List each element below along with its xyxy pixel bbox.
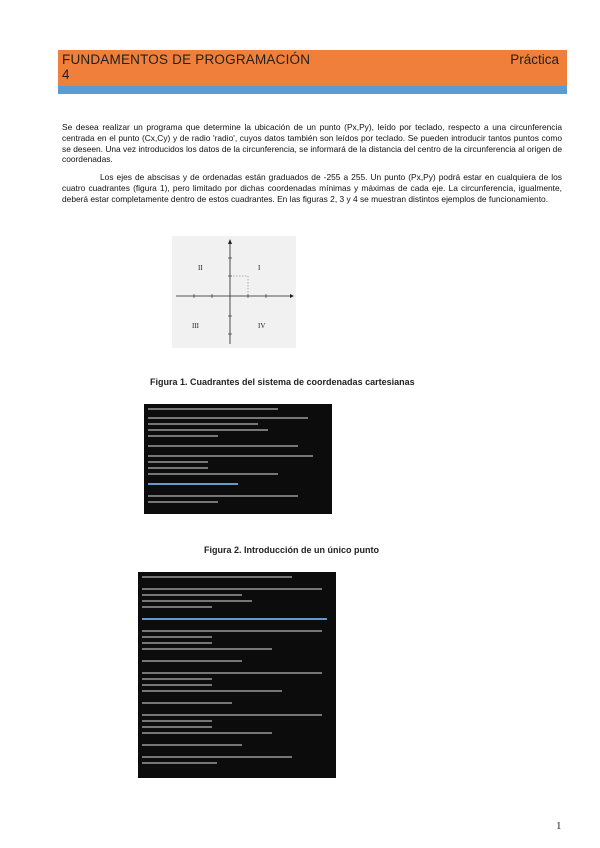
y-axis-arrow (228, 239, 232, 244)
console-line (148, 429, 268, 431)
header-practice-label: Práctica (510, 52, 559, 67)
figure2-caption: Figura 2. Introducción de un único punto (204, 545, 379, 555)
console-line (142, 600, 252, 602)
quadrant-label-ii: II (198, 264, 203, 272)
console-line (148, 495, 298, 497)
x-axis-arrow (290, 294, 294, 298)
console-line (142, 732, 272, 734)
console-line (148, 455, 313, 457)
console-line (142, 756, 292, 758)
console-line (148, 423, 258, 425)
page-header (58, 50, 567, 86)
console-line (148, 417, 308, 419)
figure-quadrants (172, 236, 296, 348)
console-line (142, 684, 212, 686)
console-line (142, 594, 242, 596)
console-screenshot-1 (144, 404, 332, 514)
console-line (142, 720, 212, 722)
console-line (142, 588, 322, 590)
console-line (148, 435, 218, 437)
quadrants-diagram (172, 236, 296, 348)
figure1-caption: Figura 1. Cuadrantes del sistema de coordenadas cartesianas (150, 377, 415, 387)
console-line (148, 501, 218, 503)
header-title: FUNDAMENTOS DE PROGRAMACIÓN (62, 52, 311, 67)
console-line (142, 636, 212, 638)
quadrant-label-iii: III (192, 322, 199, 330)
console-line (142, 672, 322, 674)
paragraph-axes: Los ejes de abscisas y de ordenadas están graduados de -255 a 255. Un punto (Px,Py) podrá estar en cualquiera de los cuatro cuadrantes (figura 1), pero limitado por dichas coordenadas mínimas y máximas de cada eje. La circunferencia, igualmente, deberá estar completamente dentro de estos cuadrantes. En las figuras 2, 3 y 4 se muestran distintos ejemplos de funcionamiento. (62, 172, 562, 204)
console-line (142, 714, 322, 716)
console-line (142, 618, 327, 620)
header-title-block (62, 52, 310, 82)
console-line (142, 606, 212, 608)
console-line (148, 483, 238, 485)
quadrant-label-i: I (258, 264, 261, 272)
header-accent-bar (58, 86, 567, 94)
console-line (142, 576, 292, 578)
console-line (148, 445, 298, 447)
console-line (142, 690, 282, 692)
page-number: 1 (556, 820, 562, 832)
console-line (142, 642, 212, 644)
console-line (148, 473, 278, 475)
console-line (142, 702, 232, 704)
quadrant-label-iv: IV (258, 322, 266, 330)
console-line (142, 678, 212, 680)
paragraph-intro: Se desea realizar un programa que determine la ubicación de un punto (Px,Py), leído por teclado, respecto a una circunferencia centrada en el punto (Cx,Cy) y de radio 'radio', cuyos datos también son leídos por teclado. Se pueden introducir tantos puntos como se deseen. Una vez introducidos los datos de la circunferencia, se informará de la distancia del centro de la circunferencia al origen de coordenadas. (62, 122, 562, 165)
console-line (148, 461, 208, 463)
console-line (142, 726, 212, 728)
console-line (142, 648, 272, 650)
console-line (142, 762, 217, 764)
console-line (142, 744, 242, 746)
console-line (148, 467, 208, 469)
header-practice-number: 4 (62, 67, 70, 82)
console-screenshot-2 (138, 572, 336, 778)
console-line (142, 660, 242, 662)
console-line (148, 408, 278, 410)
console-line (142, 630, 322, 632)
